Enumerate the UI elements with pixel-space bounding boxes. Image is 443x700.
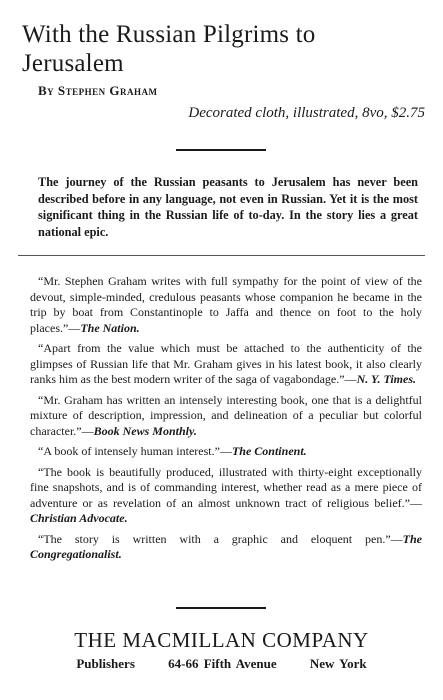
- divider-rule: [176, 149, 266, 151]
- review-source: Christian Advocate.: [30, 511, 128, 525]
- book-title: With the Russian Pilgrims to Jerusalem: [22, 21, 316, 77]
- publisher-city: New York: [309, 656, 367, 671]
- publisher-name: THE MACMILLAN COMPANY: [74, 628, 369, 652]
- review-source: Book News Monthly.: [93, 423, 197, 438]
- section-divider: [18, 255, 425, 256]
- review-text: “A book of intensely human interest.”—: [38, 444, 232, 458]
- review-quote: [30, 444, 422, 460]
- book-author: By Stephen Graham: [38, 83, 158, 98]
- book-intro: The journey of the Russian peasants to Jerusalem has never been described before in any language, not even in Russian. Yet it is the most significant thing in the Russian life of to-day. In the story lies a great national epic.: [38, 175, 418, 239]
- divider-rule: [176, 607, 266, 609]
- review-source: The Congregationalist.: [30, 531, 422, 561]
- review-quote: [30, 393, 422, 440]
- review-text: “The book is beautifully produced, illustrated with thirty-eight exceptionally fine snapshots, and is of commanding interest, whether read as a mere piece of adventure or as revelation of an almost unknown tract of religious belief.”—: [30, 464, 422, 510]
- review-quote: [30, 341, 422, 388]
- review-text: “The story is written with a graphic and eloquent pen.”—: [38, 531, 403, 546]
- publisher-info: [0, 656, 443, 672]
- publisher-address: 64-66 Fifth Avenue: [168, 656, 277, 671]
- review-source: The Nation.: [80, 320, 140, 335]
- review-source: N. Y. Times.: [356, 372, 416, 386]
- reviews-list: [30, 274, 422, 568]
- review-quote: [30, 274, 422, 336]
- review-quote: [30, 532, 422, 563]
- review-text: “Mr. Graham has written an intensely interesting book, one that is a delightful mixture of description, impression, and delineation of a peculiar but colorful character.”—: [30, 392, 422, 438]
- review-source: The Continent.: [231, 444, 307, 458]
- review-text: “Mr. Stephen Graham writes with full sympathy for the point of view of the devout, simple-minded, credulous peasants whose companion he became in the trip by boat from Constantinople to Jaffa and thence on foot to the holy places.”—: [30, 274, 422, 335]
- book-price: Decorated cloth, illustrated, 8vo, $2.75: [188, 105, 425, 121]
- review-quote: [30, 465, 422, 527]
- review-text: “Apart from the value which must be attached to the authenticity of the glimpses of Russian life that Mr. Graham gives in his latest book, it also clearly ranks him as the best modern writer of the saga of vagabondage.”—: [30, 341, 422, 386]
- publisher-role: Publishers: [76, 656, 135, 671]
